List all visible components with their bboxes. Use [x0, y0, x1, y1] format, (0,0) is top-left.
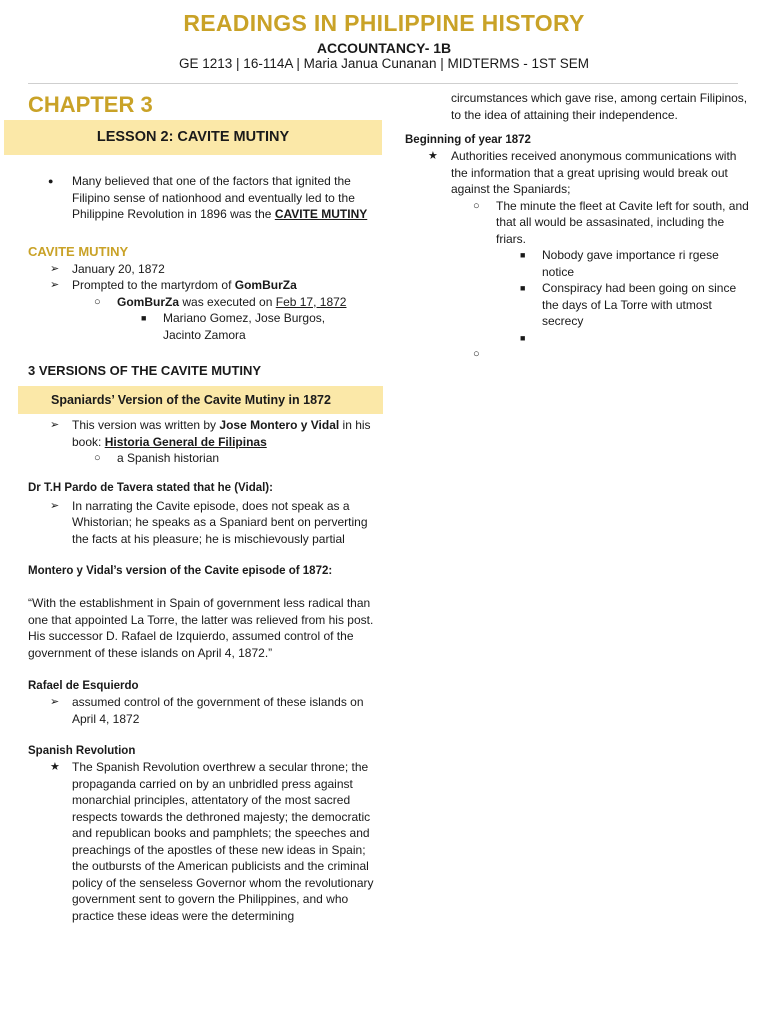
authorities-item	[405, 148, 750, 198]
course-info: GE 1213 | 16-114A | Maria Janua Cunanan | MIDTERMS - 1ST SEM	[179, 56, 589, 71]
nobody-item	[405, 247, 732, 280]
document-title: READINGS IN PHILIPPINE HISTORY	[183, 10, 585, 36]
execution-date: Feb 17, 1872	[275, 294, 347, 309]
rafael-item	[28, 694, 380, 727]
cavite-mutiny-heading: CAVITE MUTINY	[28, 243, 129, 259]
tavera-text: In narrating the Cavite episode, does not speak as a Whistorian; he speaks as a Spaniard bent on perverting the facts at his pleasure; he is mischievously partial	[72, 498, 368, 546]
continuation-text: circumstances which gave rise, among certain Filipinos, to the idea of attaining their independence.	[451, 91, 748, 122]
circle-bullet-icon: ○	[94, 295, 101, 308]
book-title: Historia General de Filipinas	[104, 434, 267, 449]
right-column	[405, 90, 750, 363]
authorities-text: Authorities received anonymous communications with the information that a great uprising would break out against the Spaniards;	[451, 149, 737, 196]
lesson-banner	[4, 120, 382, 155]
nobody-text: Nobody gave importance ri rgese notice	[542, 248, 719, 279]
written-in-text: in his book:	[72, 418, 371, 449]
gomburza-name: GomBurZa	[117, 294, 180, 309]
executed-text: was executed on	[179, 294, 276, 309]
tavera-item	[28, 498, 380, 548]
empty-square-item	[405, 330, 750, 347]
star-bullet-icon: ★	[428, 150, 438, 162]
circle-bullet-icon: ○	[473, 348, 480, 360]
prompted-item	[28, 277, 380, 294]
star-bullet-icon: ★	[50, 761, 60, 773]
dot-bullet-icon: ●	[48, 176, 54, 186]
martyr-names: Mariano Gomez, Jose Burgos, Jacinto Zamora	[163, 311, 326, 342]
arrow-bullet-icon: ➢	[50, 499, 60, 512]
left-column	[28, 90, 380, 924]
conspiracy-item	[405, 280, 750, 330]
square-bullet-icon: ■	[141, 313, 147, 323]
empty-circle-item	[405, 346, 750, 363]
spaniards-version-banner	[18, 386, 383, 414]
montero-heading: Montero y Vidal’s version of the Cavite episode of 1872:	[28, 565, 333, 577]
revolution-heading: Spanish Revolution	[28, 745, 136, 757]
arrow-bullet-icon: ➢	[50, 279, 60, 291]
arrow-bullet-icon: ➢	[50, 696, 60, 708]
beginning-heading: Beginning of year 1872	[405, 134, 531, 146]
chapter-heading: CHAPTER 3	[28, 92, 153, 117]
conspiracy-text: Conspiracy had been going on since the days of La Torre with utmost secrecy	[542, 281, 737, 328]
intro-text: Many believed that one of the factors that ignited the Filipino sense of nationhood and eventually led to the Philippine Revolution in 1896 was the	[72, 174, 355, 221]
mutiny-date: January 20, 1872	[72, 261, 165, 276]
author-name: Jose Montero y Vidal	[219, 418, 340, 432]
gomburza-name: GomBurZa	[234, 278, 297, 292]
revolution-item	[28, 759, 380, 924]
executed-item	[28, 294, 380, 311]
spaniards-version-title: Spaniards’ Version of the Cavite Mutiny in 1872	[51, 392, 331, 407]
historian-text: a Spanish historian	[117, 451, 220, 465]
written-item	[28, 417, 380, 450]
square-bullet-icon: ■	[520, 283, 526, 293]
cavite-mutiny-link-text: CAVITE MUTINY	[274, 207, 368, 221]
square-bullet-icon: ■	[520, 250, 526, 260]
written-text: This version was written by	[72, 418, 220, 432]
lesson-title: LESSON 2: CAVITE MUTINY	[96, 129, 290, 146]
square-bullet-icon: ■	[520, 332, 526, 343]
header-divider	[28, 83, 738, 84]
arrow-bullet-icon: ➢	[50, 262, 60, 275]
circle-bullet-icon: ○	[473, 199, 480, 212]
document-header	[0, 8, 768, 72]
rafael-heading: Rafael de Esquierdo	[28, 680, 139, 692]
rafael-text: assumed control of the government of these islands on April 4, 1872	[72, 695, 364, 726]
date-item	[28, 261, 380, 278]
tavera-heading: Dr T.H Pardo de Tavera stated that he (Vidal):	[28, 481, 273, 494]
arrow-bullet-icon: ➢	[50, 419, 60, 431]
fleet-text: The minute the fleet at Cavite left for south, and that all would be assasinated, including the friars.	[496, 198, 749, 246]
names-item	[28, 310, 363, 343]
versions-heading: 3 VERSIONS OF THE CAVITE MUTINY	[28, 363, 262, 378]
class-label: ACCOUNTANCY- 1B	[316, 40, 452, 56]
revolution-text: The Spanish Revolution overthrew a secular throne; the propaganda carried on by an unbridled press against monarchial principles, attentatory of the most sacred respects towards the dethroned majesty; the democratic and republican books and pamphlets; the speeches and preachings of the apostles of these new ideas in Spain; the outbursts of the American publicists and the criminal policy of the senseless Governor whom the revolutionary government sent to govern the Philippines, and who practice these ideas were the determining	[72, 760, 374, 923]
prompted-text: Prompted to the martyrdom of	[72, 278, 235, 292]
montero-quote: “With the establishment in Spain of government less radical than one that appointed La Torre, the latter was relieved from his post. His successor D. Rafael de Izquierdo, assumed control of the government of these islands on April 4, 1872.”	[28, 596, 374, 660]
fleet-item	[405, 198, 750, 248]
historian-item	[28, 450, 380, 467]
circle-bullet-icon: ○	[94, 452, 101, 464]
intro-bullet	[28, 173, 380, 223]
